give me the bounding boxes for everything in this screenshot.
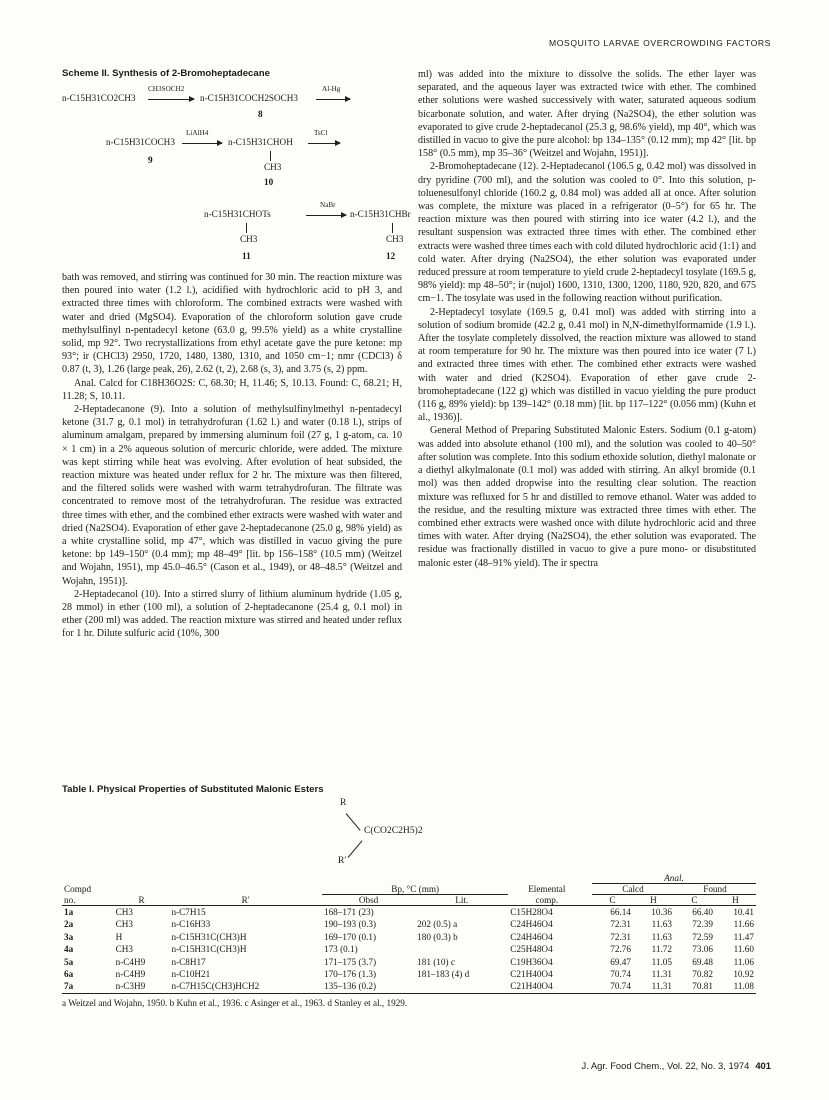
chemical-bond xyxy=(270,151,271,161)
reaction-arrow xyxy=(308,143,340,144)
paragraph: bath was removed, and stirring was continued for 30 min. The reaction mixture was then poured into water (1.2 l.), acidified with hydrochloric acid to pH 3, and extracted three times with chloroform. The combined extracts were washed with water and dried (MgSO4). Evaporation of the chloroform solution gave crude methylsulfinyl n-pentadecyl ketone (63.0 g, 99.5% yield) as a white crystalline solid, mp 92°. Two recrystallizations from ethyl acetate gave the pure ketone: mp 93°; ir (CHCl3) 2950, 1720, 1480, 1380, 1310, and 1050 cm−1; nmr (CDCl3) δ 0.87 (t, 3), 1.26 (large peak, 26), 2.62 (t, 2), 2.68 (s, 3), and 3.75 (s, 2) ppm. xyxy=(62,272,402,376)
table-title: Table I. Physical Properties of Substituted Malonic Esters xyxy=(62,784,324,795)
scheme-row1-start: n-C15H31CO2CH3 xyxy=(62,93,136,103)
table-block xyxy=(62,784,756,1008)
left-column xyxy=(62,68,411,641)
header-r-prime: R′ xyxy=(241,894,250,905)
scheme-row2-reagent2: TsCl xyxy=(314,129,328,137)
page-footer xyxy=(582,1060,771,1071)
scheme-row2-methyl: CH3 xyxy=(264,162,282,172)
structure-r-prime: R′ xyxy=(338,855,347,866)
table-footnote: a Weitzel and Wojahn, 1950. b Kuhn et al., 1936. c Asinger et al., 1963. d Stanley et al., 1929. xyxy=(62,997,408,1008)
running-head: MOSQUITO LARVAE OVERCROWDING FACTORS xyxy=(549,38,771,48)
scheme-row2-start: n-C15H31COCH3 xyxy=(106,137,175,147)
scheme-row3-reagent: NaBr xyxy=(320,201,336,209)
scheme-row3-start: n-C15H31CHOTs xyxy=(204,209,271,219)
general-structure xyxy=(62,795,756,873)
scheme-title: Scheme II. Synthesis of 2-Bromoheptadecane xyxy=(62,68,270,79)
compound-number-10: 10 xyxy=(264,177,274,187)
left-body-text xyxy=(62,271,402,641)
table-row: 3a H n-C15H31C(CH3)H 169–170 (0.1) 180 (0.3) b C24H46O4 72.31 11.63 72.59 11.47 xyxy=(64,931,754,942)
header-calcd: Calcd xyxy=(592,884,674,895)
header-compd: Compd xyxy=(64,884,92,894)
header-found-h: H xyxy=(732,895,739,905)
paragraph: 2-Bromoheptadecane (12). 2-Heptadecanol (106.5 g, 0.42 mol) was dissolved in dry pyridine (700 ml), and the solution was cooled to 0°. Into this solution, p-toluenesulfonyl chloride (160.2 g, 0.84 mol) was added all at once. After solution was complete, the mixture was placed in a refrigerator (0–5°) for 65 hr. The reaction mixture was then poured with stirring into ice water (4.2 l.), and the resultant suspension was extracted three times with ether. The combined ether extracts were washed three times each with cold diluted hydrochloric acid (1:1) and cold water. After drying (Na2SO4), the ether solution was evaporated under reduced pressure at room temperature to yield crude 2-heptadecyl tosylate (169.5 g, 98% yield): mp 48–50°; ir (nujol) 1600, 1310, 1300, 1200, 1180, 920, 820, and 675 cm−1. The tosylate was used in the following reaction without purification. xyxy=(418,161,757,305)
paragraph: General Method of Preparing Substituted Malonic Esters. Sodium (0.1 g-atom) was added into absolute ethanol (100 ml), and the solution was cooled to 40–50° after solution was complete. Into this sodium ethoxide solution, diethyl malonate or a diethyl alkylmalonate (0.1 mol) was added with stirring. An alkyl bromide (0.1 mol) was then added dropwise into the resulting clear solution. The reaction mixture was refluxed for 5 hr and distilled to remove ethanol. Water was added to the residue, and the resulting mixture was extracted three times with ether. The combined ether extracts were washed once with dilute hydrochloric acid and three times with water. After drying (Na2SO4), the ether solution was evaporated. The residue was fractionally distilled in vacuo to give a pure mono- or disubstituted malonic ester (48–91% yield). The ir spectra xyxy=(418,425,756,569)
chemical-bond xyxy=(246,223,247,233)
header-calc-h: H xyxy=(650,895,657,905)
scheme-row2-mid: n-C15H31CHOH xyxy=(228,137,293,147)
table-row: 4a CH3 n-C15H31C(CH3)H 173 (0.1) C25H48O4 72.76 11.72 73.06 11.60 xyxy=(64,944,754,955)
header-found-c: C xyxy=(691,895,698,905)
compound-number-9: 9 xyxy=(148,155,153,165)
properties-table xyxy=(62,873,756,994)
header-anal: Anal. xyxy=(592,873,756,884)
scheme-row3-methyl-left: CH3 xyxy=(240,234,258,244)
paragraph: Anal. Calcd for C18H36O2S: C, 68.30; H, 11.46; S, 10.13. Found: C, 68.21; H, 11.28; S, 10.11. xyxy=(62,377,402,402)
structure-center: C(CO2C2H5)2 xyxy=(364,825,423,836)
structure-bond xyxy=(348,840,363,857)
table-row: 6a n-C4H9 n-C10H21 170–176 (1.3) 181–183 (4) d C21H40O4 70.74 11.31 70.82 10.92 xyxy=(64,969,754,980)
scheme-row1-reagent2: Al-Hg xyxy=(322,85,341,93)
header-bp: Bp, °C (mm) xyxy=(322,884,508,895)
table-row: 2a CH3 n-C16H33 190–193 (0.3) 202 (0.5) a C24H46O4 72.31 11.63 72.39 11.66 xyxy=(64,919,754,930)
page-number: 401 xyxy=(755,1060,771,1071)
reaction-arrow xyxy=(306,215,346,216)
table-row: 7a n-C3H9 n-C7H15C(CH3)HCH2 135–136 (0.2) C21H40O4 70.74 11.31 70.81 11.08 xyxy=(64,981,754,992)
scheme-row3-methyl-right: CH3 xyxy=(386,234,404,244)
structure-r: R xyxy=(340,797,347,808)
header-comp: comp. xyxy=(535,894,559,905)
compound-number-12: 12 xyxy=(386,251,396,261)
paragraph: ml) was added into the mixture to dissolve the solids. The ether layer was separated, and the aqueous layer was extracted twice with ether. The combined ether solutions were washed successively with water, saturated aqueous sodium bicarbonate solution, and water. After drying (Na2SO4), the ether solution was evaporated to give crude 2-heptadecanol (25.3 g, 98.6% yield), mp 40°, which was distilled in vacuo to give the pure alcohol: bp 134–135° (0.12 mm); mp 42° [lit. bp 158° (0.5 mm), mp 35–36° (Weitzel and Wojahn, 1951)]. xyxy=(418,69,756,160)
scheme-row3-end: n-C15H31CHBr xyxy=(350,209,411,219)
paragraph: 2-Heptadecanone (9). Into a solution of methylsulfinylmethyl n-pentadecyl ketone (31.7 g, 0.1 mol) in tetrahydrofuran (1.62 l.) and water (0.18 l.), strips of aluminum amalgam, prepared by immersing aluminum foil (27 g, 1 g-atom, ca. 10 × 1 cm) in a 2% aqueous solution of mercuric chloride, were added. The mixture was kept stirring while heat was evolving. After evolution of heat subsided, the reaction mixture was heated under reflux for 2 hr. The mixture was then filtered, and the filtered solids were washed with warm tetrahydrofuran. The filtrate was concentrated to remove most of the tetrahydrofuran. The residue was extracted three times with ether, and the combined ether extracts were washed with water and dried (Na2SO4). Evaporation of ether gave 2-heptadecanone (25.0 g, 98% yield) as a white crystalline solid, mp 47°, which was distilled in vacuo giving the pure ketone: bp 149–150° (0.4 mm); mp 48–49° [lit. bp 156–158° (10.5 mm) (Weitzel and Wojahn, 1951), mp 45.0–46.5° (Cason et al., 1949), or 48–48.5° (Weitzel and Wojahn, 1951)]. xyxy=(62,404,402,587)
synthesis-scheme xyxy=(62,85,411,267)
header-found: Found xyxy=(674,884,756,895)
reaction-arrow xyxy=(316,99,350,100)
reaction-arrow xyxy=(182,143,222,144)
right-column xyxy=(418,68,756,570)
reaction-arrow xyxy=(148,99,194,100)
paragraph: 2-Heptadecyl tosylate (169.5 g, 0.41 mol) was added with stirring into a solution of sodium bromide (42.2 g, 0.41 mol) in N,N-dimethylformamide (1.9 l.). After the tosylate completely dissolved, the reaction mixture was allowed to stand at room temperature for 90 hr. The mixture was then poured into ice water (7 l.) and extracted three times with ether. The combined ether extracts were washed with water and dried (K2SO4). Evaporation of ether gave crude 2-bromoheptadecane (122 g) which was distilled in vacuo yielding the pure product (116 g, 89% yield): bp 139–142° (0.18 mm) [lit. bp 117–122° (0.056 mm) (Kuhn et al., 1936)]. xyxy=(418,306,756,424)
paragraph: 2-Heptadecanol (10). Into a stirred slurry of lithium aluminum hydride (1.05 g, 28 mmol) in ether (100 ml), a solution of 2-heptadecanone (25.4 g, 0.1 mol) in ether (200 ml) was added. The reaction mixture was stirred and heated under reflux for 1 hr. Dilute sulfuric acid (10%, 300 xyxy=(62,588,402,640)
compound-number-8: 8 xyxy=(258,109,263,119)
scheme-row2-reagent1: LiAlH4 xyxy=(186,129,209,137)
header-r: R xyxy=(138,894,145,905)
header-lit: Lit. xyxy=(455,895,469,905)
header-obsd: Obsd xyxy=(358,895,379,905)
table-row: 1a CH3 n-C7H15 168–171 (23) C15H28O4 66.14 10.36 66.40 10.41 xyxy=(64,907,754,917)
header-calc-c: C xyxy=(609,895,616,905)
header-no: no. xyxy=(64,894,76,905)
scheme-row1-mid: n-C15H31COCH2SOCH3 xyxy=(200,93,299,103)
compound-number-11: 11 xyxy=(242,251,251,261)
structure-bond xyxy=(346,813,361,830)
scheme-row1-reagent1: CH3SOCH2 xyxy=(148,85,185,93)
table-row: 5a n-C4H9 n-C8H17 171–175 (3.7) 181 (10) c C19H36O4 69.47 11.05 69.48 11.06 xyxy=(64,956,754,967)
journal-citation: J. Agr. Food Chem., Vol. 22, No. 3, 1974 xyxy=(581,1060,750,1071)
chemical-bond xyxy=(392,223,393,233)
right-body-text xyxy=(418,68,756,570)
header-elemental: Elemental xyxy=(528,884,566,894)
